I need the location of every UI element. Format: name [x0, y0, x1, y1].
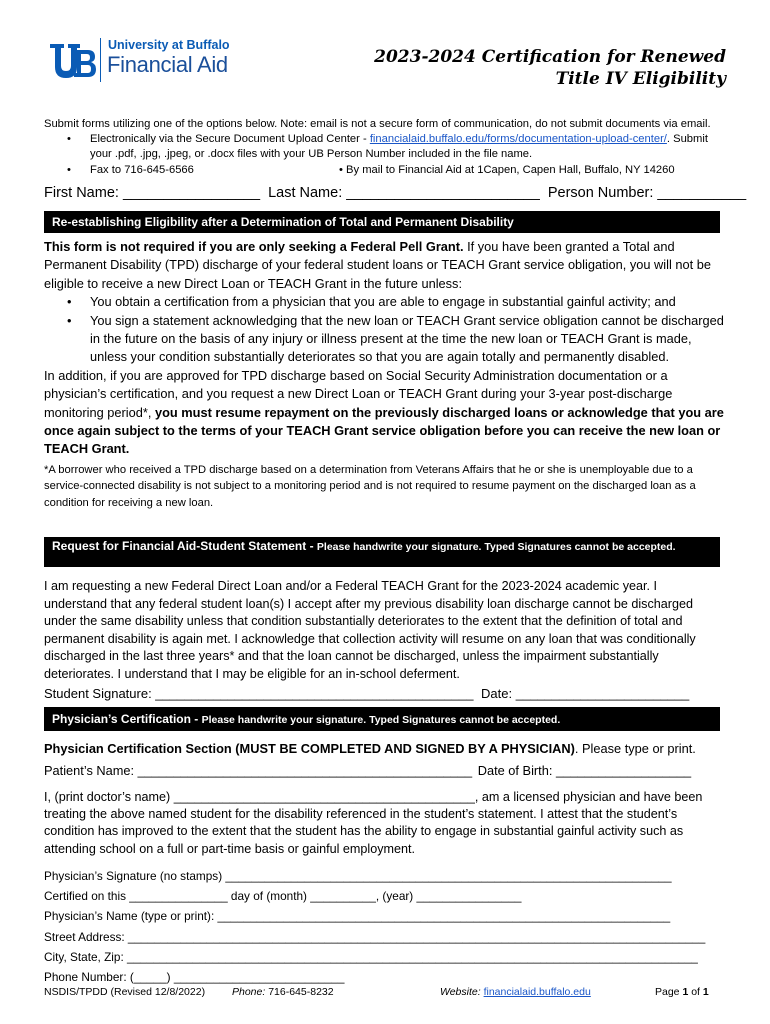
submit-intro: Submit forms utilizing one of the options below. Note: email is not a secure form of communication, do not submit documents via email. [44, 118, 711, 130]
logo-divider [100, 38, 101, 82]
tpd-condition-1: • You obtain a certification from a physician that you are able to engage in substantial gainful activity; and [44, 293, 724, 311]
person-number-field[interactable]: Person Number: ___________ [547, 185, 747, 201]
footer-form-id: NSDIS/TPDD (Revised 12/8/2022) [44, 986, 206, 998]
submit-option-row [44, 163, 734, 178]
physician-name-field[interactable]: Physician’s Name (type or print): _____________________________________________________________________ [44, 909, 671, 924]
last-name-field[interactable]: Last Name: ________________________ [268, 185, 540, 201]
student-signature-row [44, 686, 689, 701]
submit-instructions [44, 117, 734, 162]
student-signature-field[interactable]: Student Signature: ____________________________________________ [44, 686, 474, 701]
ub-logo [48, 38, 258, 84]
form-title-line2: Title IV Eligibility [555, 69, 726, 89]
name-row [44, 185, 746, 201]
logo-university-name: University at Buffalo [108, 38, 230, 52]
tpd-conditions [44, 293, 724, 367]
footer-phone: Phone: 716-645-8232 [232, 986, 334, 998]
doctor-statement: I, (print doctor’s name) ___________________________________________, am a licensed physician and have been treating the above named student for the disability referenced in the student’s statement. I attest that the student’s condition has improved to the extent that the student has the ability to engage in substantial gainful activity such as attending school on a full or part-time basis or gainful employment. [44, 790, 703, 856]
ub-monogram-icon [48, 40, 96, 80]
physician-heading: Physician Certification Section (MUST BE COMPLETED AND SIGNED BY A PHYSICIAN). Please type or print. [44, 741, 696, 756]
first-name-field[interactable]: First Name: _________________ [44, 185, 261, 201]
form-title [374, 46, 726, 90]
footer-website: Website: financialaid.buffalo.edu [440, 986, 591, 998]
section-student-header: Request for Financial Aid-Student Statement - Please handwrite your signature. Typed Signatures cannot be accepted. [44, 537, 720, 567]
footer-page-number: Page 1 of 1 [655, 986, 709, 998]
tpd-monitoring: In addition, if you are approved for TPD discharge based on Social Security Administration documentation or a physician’s certification, and you request a new Direct Loan or TEACH Grant during your 3-year post-discharge monitoring period*, you must resume repayment on the previously discharged loans or acknowledge that you are once again subject to the terms of your TEACH Grant service obligation before you can receive the new loan or TEACH Grant. [44, 367, 724, 457]
city-state-zip-field[interactable]: City, State, Zip: _______________________________________________________________________________________ [44, 949, 698, 964]
patient-dob-field[interactable]: Date of Birth: ___________________ [477, 763, 692, 778]
section-tpd-body [44, 238, 724, 511]
submit-option-mail: • By mail to Financial Aid at 1Capen, Capen Hall, Buffalo, NY 14260 [339, 164, 675, 176]
upload-link[interactable]: financialaid.buffalo.edu/forms/documentation-upload-center/ [369, 133, 667, 145]
tpd-footnote: *A borrower who received a TPD discharge based on a determination from Veterans Affairs that he or she is unemployable due to a service-connected disability is not subject to a monitoring period and is not required to resume payment on the discharged loan as a condition for receiving a new loan. [44, 463, 696, 509]
phone-number-field[interactable]: Phone Number: (_____) __________________________ [44, 970, 345, 985]
website-link[interactable]: financialaid.buffalo.edu [483, 986, 591, 998]
tpd-condition-2: • You sign a statement acknowledging that the new loan or TEACH Grant service obligation cannot be discharged in the future on the basis of any injury or illness present at the time the new loan or TEACH Grant is made, unless your condition substantially deteriorates so that you are again totally and permanently disabled. [44, 312, 724, 367]
section-physician-header: Physician’s Certification - Please handwrite your signature. Typed Signatures cannot be accepted. [44, 707, 720, 731]
patient-row [44, 763, 691, 778]
street-address-field[interactable]: Street Address: ________________________________________________________________________________________ [44, 929, 706, 944]
certified-date-field[interactable]: Certified on this _______________ day of (month) __________, (year) ________________ [44, 889, 522, 904]
section-tpd-header: Re-establishing Eligibility after a Determination of Total and Permanent Disability [44, 211, 720, 233]
tpd-intro: This form is not required if you are only seeking a Federal Pell Grant. If you have been granted a Total and Permanent Disability (TPD) discharge of your federal student loans or TEACH Grant service obligation, you will not be eligible to receive a new Direct Loan or TEACH Grant in the future unless: [44, 239, 711, 291]
logo-department-name: Financial Aid [107, 52, 228, 77]
form-title-line1: 2023-2024 Certification for Renewed [374, 47, 726, 67]
patient-name-field[interactable]: Patient’s Name: _______________________________________________ [44, 763, 473, 778]
student-date-field[interactable]: Date: ________________________ [481, 686, 690, 701]
physician-fields [44, 866, 724, 987]
physician-signature-field[interactable]: Physician’s Signature (no stamps) ____________________________________________________________________ [44, 869, 672, 883]
submit-options [44, 132, 714, 162]
submit-option-upload: • Electronically via the Secure Document Upload Center - financialaid.buffalo.edu/forms/documentation-upload-center/. Submit your .pdf, .jpg, .jpeg, or .docx files with your UB Person Number included in the file name. [44, 132, 714, 162]
submit-option-fax: • Fax to 716-645-6566 [44, 163, 734, 178]
student-statement: I am requesting a new Federal Direct Loan and/or a Federal TEACH Grant for the 2023-2024 academic year. I understand that any federal student loan(s) I accept after my previous disability loan discharge cannot be discharged under the same disability unless that condition substantially deteriorates to the extent that the definition of total and permanent disability is again met. I acknowledge that collection activity will resume on any loan that was conditionally discharged in the last three years* and that the loan cannot be discharged, unless the impairment substantially deteriorates. I understand that I may be eligible for an in-school deferment. [44, 579, 696, 681]
